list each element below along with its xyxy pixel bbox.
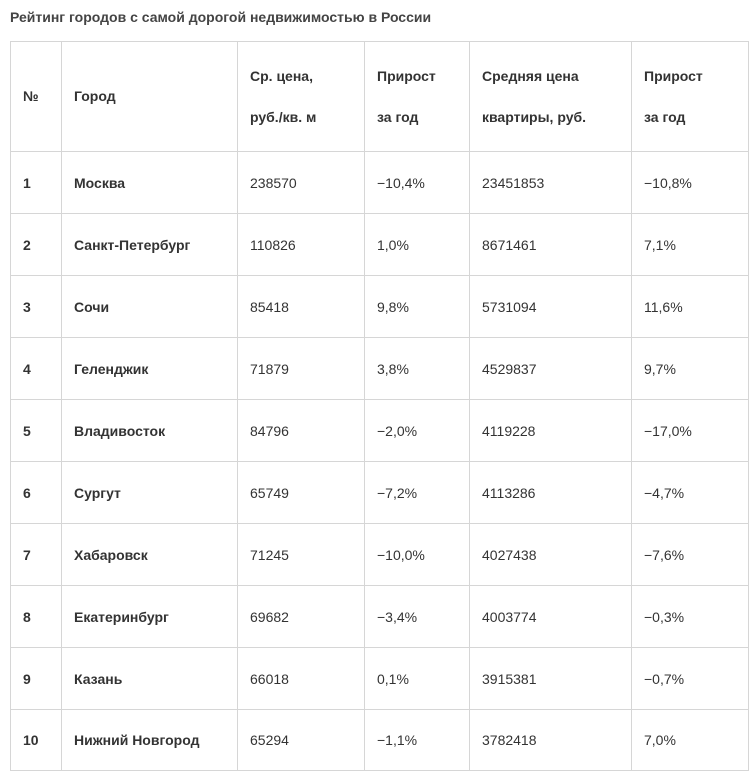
header-price-per-sqm-line: Ср. цена, (250, 67, 313, 84)
apartment-growth-cell: −10,8% (632, 152, 749, 214)
avg-apartment-price-cell: 4119228 (470, 400, 632, 462)
header-city (62, 42, 238, 152)
table-row (11, 400, 749, 462)
apartment-growth-cell: −7,6% (632, 524, 749, 586)
table-row (11, 276, 749, 338)
price-per-sqm-cell: 69682 (238, 586, 365, 648)
table-row (11, 586, 749, 648)
price-per-sqm-cell: 65294 (238, 710, 365, 771)
table-row (11, 524, 749, 586)
header-rank (11, 42, 62, 152)
price-growth-cell: 1,0% (365, 214, 470, 276)
table-row (11, 338, 749, 400)
header-avg-apartment-price-line: квартиры, руб. (482, 108, 587, 125)
price-growth-cell: 3,8% (365, 338, 470, 400)
city-cell: Геленджик (62, 338, 238, 400)
price-per-sqm-cell: 71879 (238, 338, 365, 400)
table-row (11, 648, 749, 710)
price-per-sqm-cell: 66018 (238, 648, 365, 710)
price-growth-cell: −1,1% (365, 710, 470, 771)
apartment-growth-cell: −17,0% (632, 400, 749, 462)
price-growth-cell: −10,0% (365, 524, 470, 586)
apartment-growth-cell: −4,7% (632, 462, 749, 524)
avg-apartment-price-cell: 5731094 (470, 276, 632, 338)
price-per-sqm-cell: 84796 (238, 400, 365, 462)
header-apartment-growth (632, 42, 749, 152)
price-per-sqm-cell: 71245 (238, 524, 365, 586)
apartment-growth-cell: −0,7% (632, 648, 749, 710)
header-row (11, 42, 749, 152)
table-header (11, 42, 749, 152)
header-rank-line: № (23, 88, 39, 104)
price-growth-cell: −10,4% (365, 152, 470, 214)
header-avg-apartment-price (470, 42, 632, 152)
city-cell: Нижний Новгород (62, 710, 238, 771)
header-city-line: Город (74, 88, 116, 104)
header-avg-apartment-price-line: Средняя цена (482, 67, 579, 84)
city-cell: Екатеринбург (62, 586, 238, 648)
avg-apartment-price-cell: 3782418 (470, 710, 632, 771)
rank-cell: 5 (11, 400, 62, 462)
header-price-growth (365, 42, 470, 152)
apartment-growth-cell: 7,1% (632, 214, 749, 276)
avg-apartment-price-cell: 8671461 (470, 214, 632, 276)
price-per-sqm-cell: 110826 (238, 214, 365, 276)
apartment-growth-cell: 9,7% (632, 338, 749, 400)
table-row (11, 214, 749, 276)
rank-cell: 10 (11, 710, 62, 771)
price-growth-cell: −7,2% (365, 462, 470, 524)
city-cell: Москва (62, 152, 238, 214)
price-growth-cell: 0,1% (365, 648, 470, 710)
rank-cell: 7 (11, 524, 62, 586)
page-title: Рейтинг городов с самой дорогой недвижимостью в России (10, 9, 432, 25)
price-per-sqm-cell: 85418 (238, 276, 365, 338)
city-cell: Сургут (62, 462, 238, 524)
city-cell: Казань (62, 648, 238, 710)
header-apartment-growth-line: за год (644, 108, 686, 125)
apartment-growth-cell: 7,0% (632, 710, 749, 771)
rank-cell: 4 (11, 338, 62, 400)
rank-cell: 9 (11, 648, 62, 710)
header-price-per-sqm (238, 42, 365, 152)
rank-cell: 8 (11, 586, 62, 648)
city-cell: Владивосток (62, 400, 238, 462)
header-price-growth-line: за год (377, 108, 419, 125)
avg-apartment-price-cell: 4529837 (470, 338, 632, 400)
apartment-growth-cell: −0,3% (632, 586, 749, 648)
header-apartment-growth-line: Прирост (644, 67, 703, 84)
city-cell: Хабаровск (62, 524, 238, 586)
table-row (11, 710, 749, 771)
avg-apartment-price-cell: 3915381 (470, 648, 632, 710)
price-growth-cell: −2,0% (365, 400, 470, 462)
header-price-growth-line: Прирост (377, 67, 436, 84)
city-cell: Санкт-Петербург (62, 214, 238, 276)
price-growth-cell: 9,8% (365, 276, 470, 338)
table-row (11, 152, 749, 214)
city-cell: Сочи (62, 276, 238, 338)
table-body (11, 152, 749, 771)
avg-apartment-price-cell: 4113286 (470, 462, 632, 524)
avg-apartment-price-cell: 23451853 (470, 152, 632, 214)
table-row (11, 462, 749, 524)
avg-apartment-price-cell: 4003774 (470, 586, 632, 648)
price-per-sqm-cell: 65749 (238, 462, 365, 524)
rank-cell: 6 (11, 462, 62, 524)
apartment-growth-cell: 11,6% (632, 276, 749, 338)
avg-apartment-price-cell: 4027438 (470, 524, 632, 586)
price-growth-cell: −3,4% (365, 586, 470, 648)
rank-cell: 3 (11, 276, 62, 338)
rank-cell: 1 (11, 152, 62, 214)
city-rating-table (10, 41, 749, 771)
price-per-sqm-cell: 238570 (238, 152, 365, 214)
header-price-per-sqm-line: руб./кв. м (250, 108, 317, 125)
rank-cell: 2 (11, 214, 62, 276)
